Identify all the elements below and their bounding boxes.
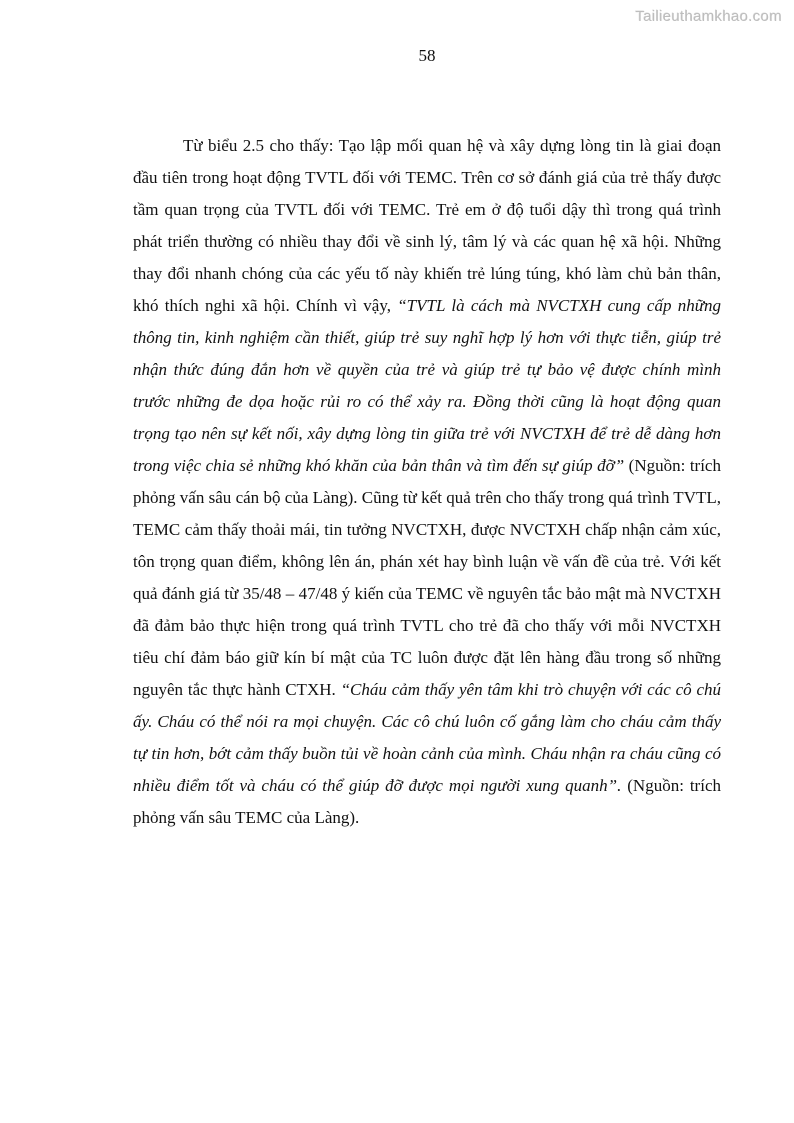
watermark: Tailieuthamkhao.com [635,8,782,25]
body-paragraph [133,130,721,834]
text-segment-italic: “TVTL là cách mà NVCTXH cung cấp những thông tin, kinh nghiệm cần thiết, giúp trẻ suy nghĩ hợp lý hơn với thực tiễn, giúp trẻ nhận thức đúng đắn hơn về quyền của trẻ và giúp trẻ tự bảo vệ được chính mình trước những đe dọa hoặc rủi ro có thể xảy ra. Đồng thời cũng là hoạt động quan trọng tạo nên sự kết nối, xây dựng lòng tin giữa trẻ với NVCTXH để trẻ dễ dàng hơn trong việc chia sẻ những khó khăn của bản thân và tìm đến sự giúp đỡ” [133,296,721,475]
page-number: 58 [418,46,436,65]
text-segment-normal: (Nguồn: trích phỏng vấn sâu cán bộ của Làng). Cũng từ kết quả trên cho thấy trong quá trình TVTL, TEMC cảm thấy thoải mái, tin tưởng NVCTXH, được NVCTXH chấp nhận cảm xúc, tôn trọng quan điểm, không lên án, phán xét hay bình luận về vấn đề của trẻ. Với kết quả đánh giá từ 35/48 – 47/48 ý kiến của TEMC về nguyên tắc bảo mật mà NVCTXH đã đảm bảo thực hiện trong quá trình TVTL cho trẻ đã cho thấy với mỗi NVCTXH tiêu chí đảm báo giữ kín bí mật của TC luôn được đặt lên hàng đầu trong số những nguyên tắc thực hành CTXH. [133,456,721,699]
text-segment-normal: Từ biểu 2.5 cho thấy: Tạo lập mối quan hệ và xây dựng lòng tin là giai đoạn đầu tiên trong hoạt động TVTL đối với TEMC. Trên cơ sở đánh giá của trẻ thấy được tầm quan trọng của TVTL đối với TEMC. Trẻ em ở độ tuổi dậy thì trong quá trình phát triển thường có nhiều thay đổi về sinh lý, tâm lý và các quan hệ xã hội. Những thay đổi nhanh chóng của các yếu tố này khiến trẻ lúng túng, khó làm chủ bản thân, khó thích nghi xã hội. Chính vì vậy, [133,136,721,315]
text-segment-italic: “Cháu cảm thấy yên tâm khi trò chuyện với các cô chú ấy. Cháu có thể nói ra mọi chuyện. Các cô chú luôn cố gắng làm cho cháu cảm thấy tự tin hơn, bớt cảm thấy buồn tủi về hoàn cảnh của mình. Cháu nhận ra cháu cũng có nhiều điểm tốt và cháu có thể giúp đỡ được mọi người xung quanh”. [133,680,721,795]
text-segment-normal: (Nguồn: trích phỏng vấn sâu TEMC của Làng). [133,776,721,827]
